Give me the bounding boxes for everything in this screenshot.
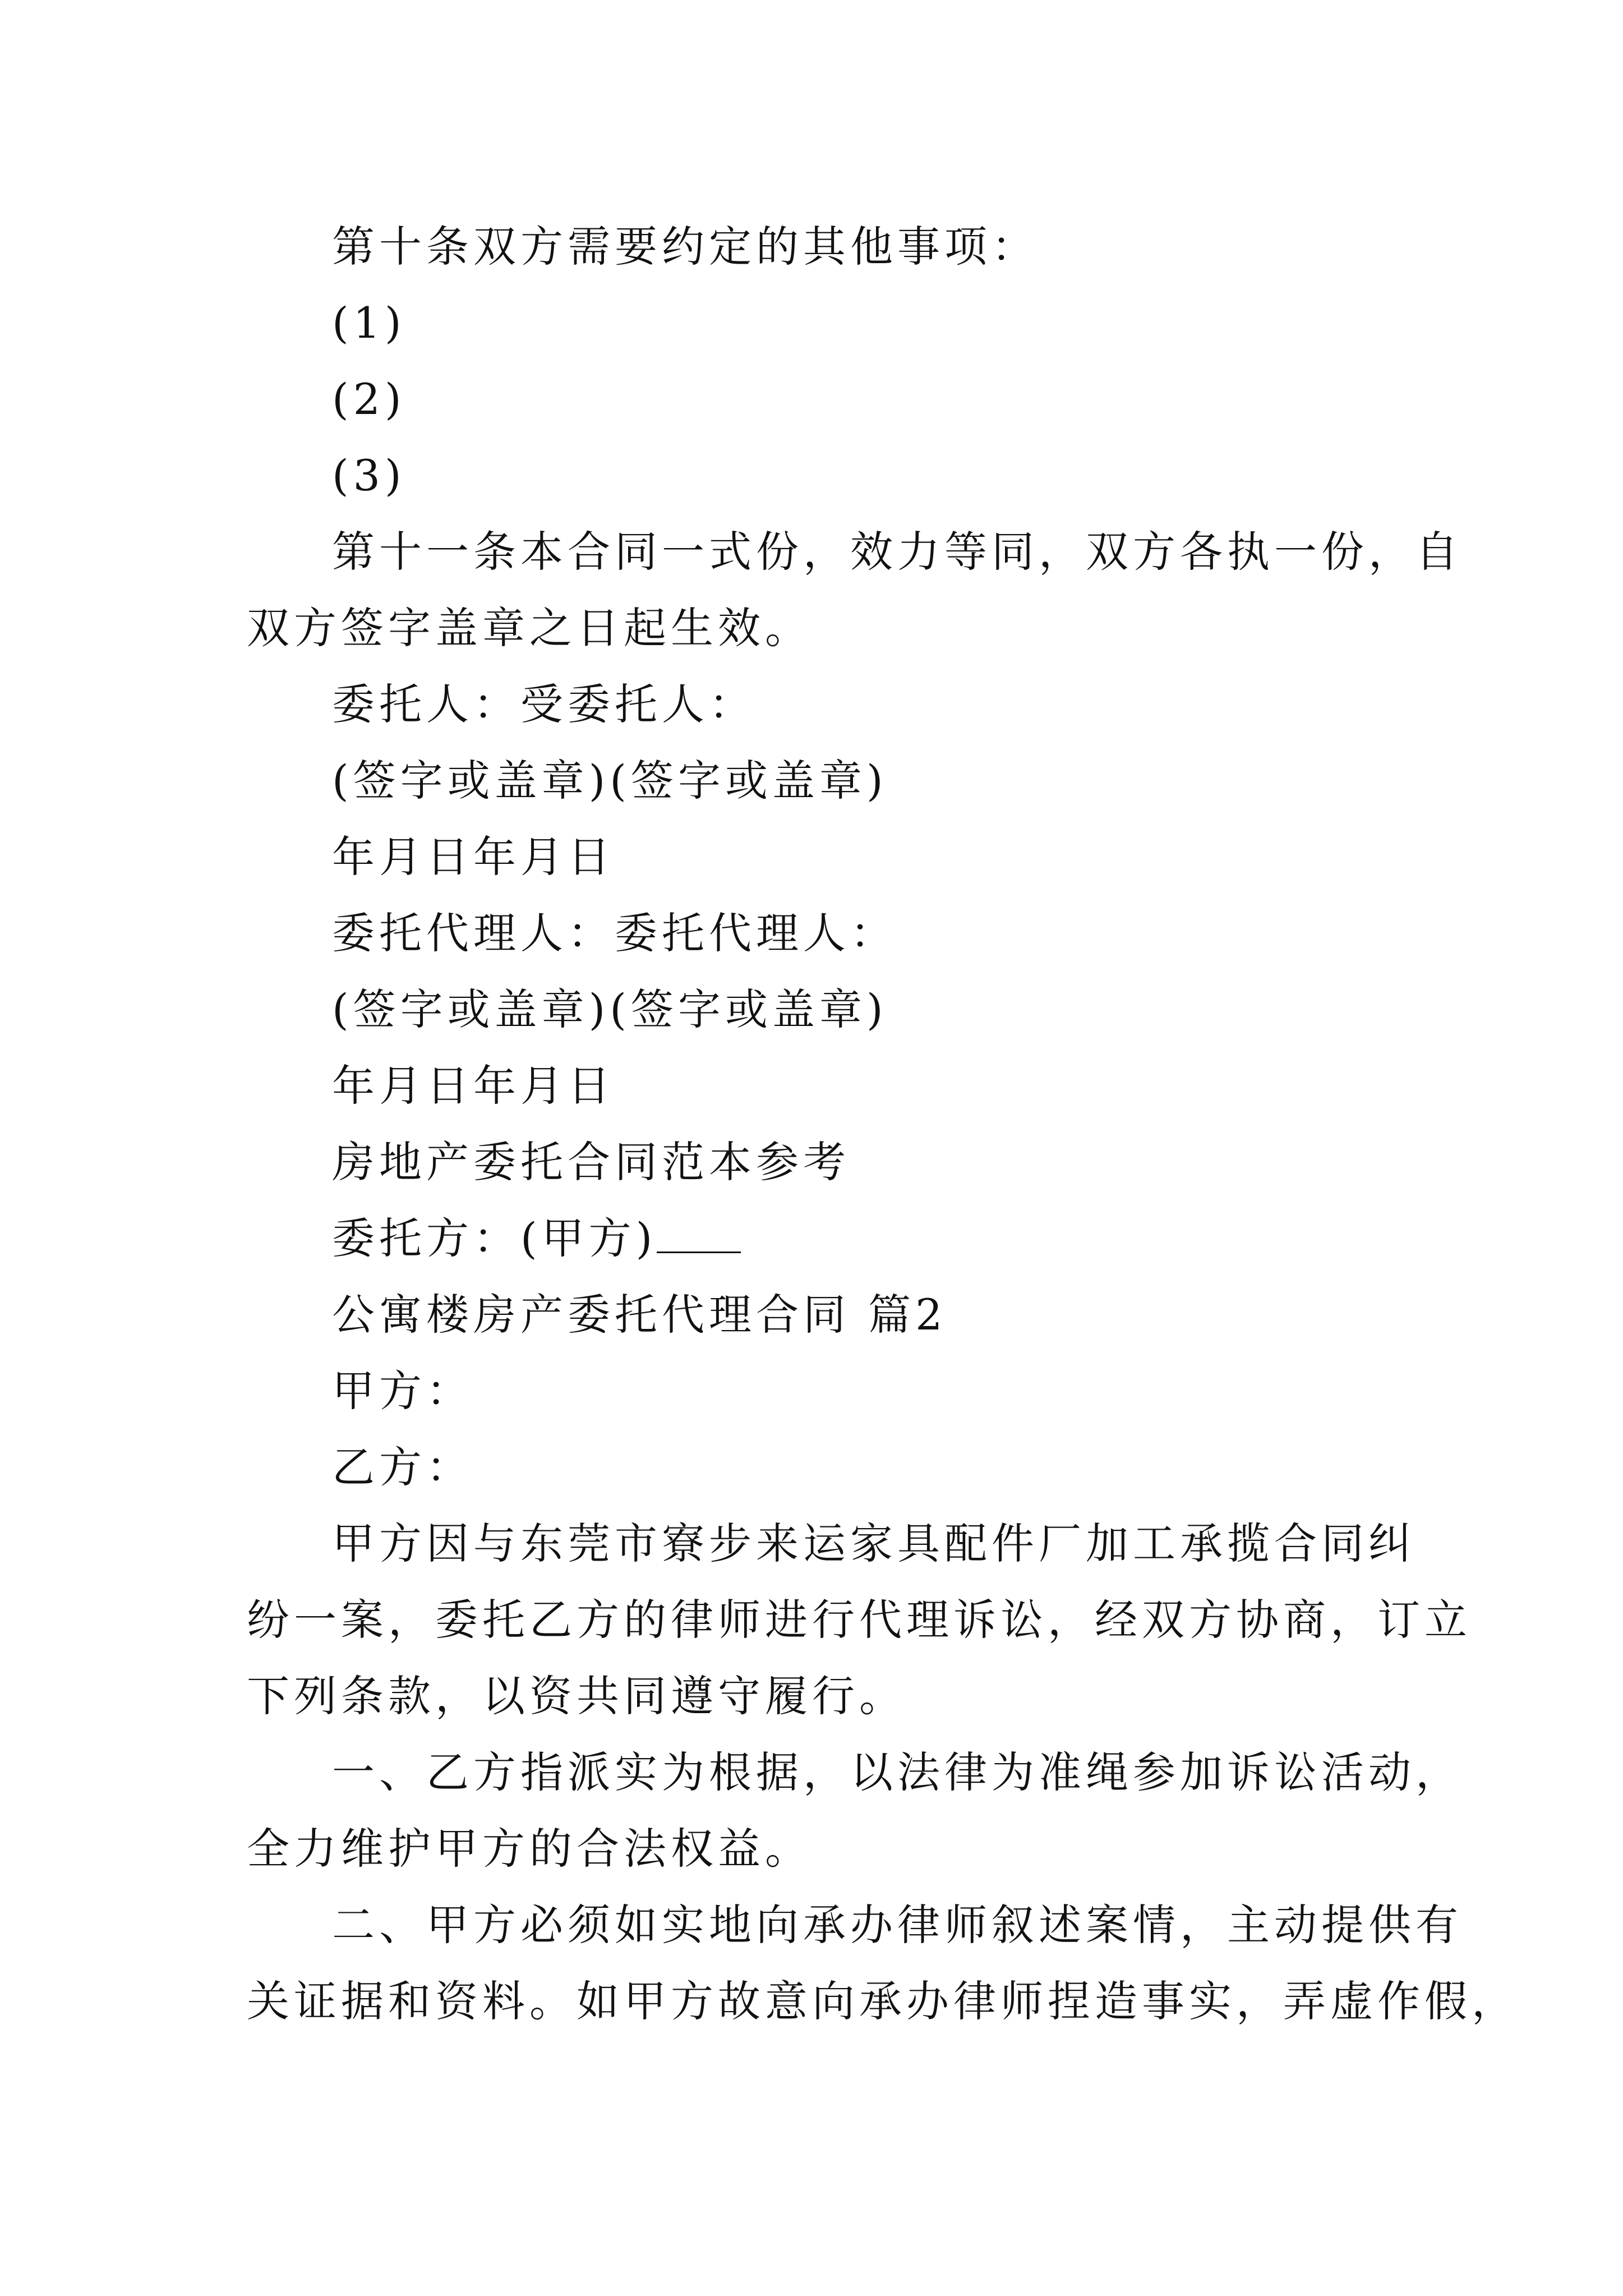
preamble-line-3: 下列条款，以资共同遵守履行。 [247, 1671, 906, 1721]
clause-2-line-2: 关证据和资料。如甲方故意向承办律师捏造事实，弄虚作假， [247, 1976, 1519, 2026]
signature-note: (签字或盖章)(签字或盖章) [332, 984, 888, 1034]
item-1: (1) [332, 298, 406, 348]
document-body [247, 209, 1519, 2040]
fill-in-blank [657, 1218, 741, 1253]
agent-signature-label: 委托代理人：委托代理人： [332, 908, 897, 958]
clause-11-line-2: 双方签字盖章之日起生效。 [247, 603, 812, 653]
preamble-line-2: 纷一案，委托乙方的律师进行代理诉讼，经双方协商，订立 [247, 1595, 1472, 1645]
date-line: 年月日年月日 [332, 1061, 615, 1111]
section-title: 房地产委托合同范本参考 [332, 1137, 850, 1187]
preamble-line-1: 甲方因与东莞市寮步来运家具配件厂加工承揽合同纠 [332, 1519, 1415, 1568]
item-2: (2) [332, 374, 406, 424]
principal-signature-label: 委托人：受委托人： [332, 679, 756, 729]
clause-10-heading: 第十条双方需要约定的其他事项： [332, 222, 1039, 272]
clause-1-line-1: 一、乙方指派实为根据，以法律为准绳参加诉讼活动， [332, 1747, 1463, 1797]
party-a-label: 甲方： [332, 1366, 473, 1416]
contract-2-title: 公寓楼房产委托代理合同 篇2 [332, 1290, 947, 1340]
signature-note: (签字或盖章)(签字或盖章) [332, 756, 888, 806]
item-3: (3) [332, 450, 406, 500]
clause-1-line-2: 全力维护甲方的合法权益。 [247, 1824, 812, 1874]
clause-2-line-1: 二、甲方必须如实地向承办律师叙述案情，主动提供有 [332, 1900, 1463, 1950]
party-b-label: 乙方： [332, 1442, 473, 1492]
date-line: 年月日年月日 [332, 832, 615, 882]
clause-11-line-1: 第十一条本合同一式份，效力等同，双方各执一份，自 [332, 527, 1463, 577]
client-party-label: 委托方：(甲方) [332, 1213, 657, 1263]
client-party-line [247, 1200, 1385, 1277]
